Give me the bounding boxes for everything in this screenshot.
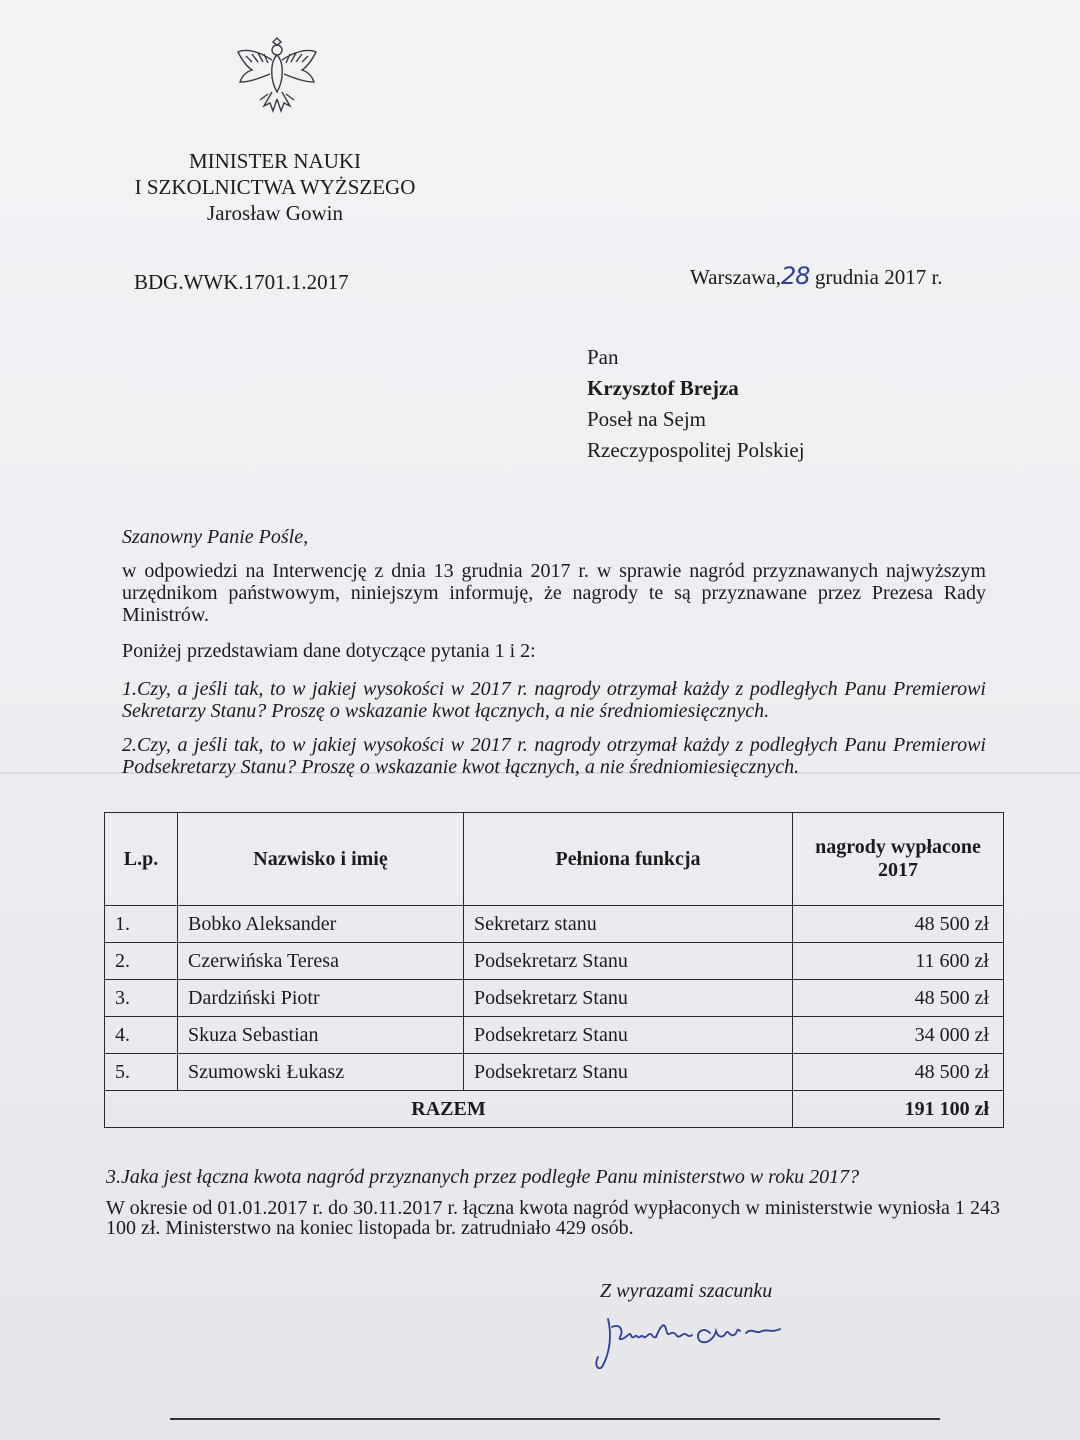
polish-eagle-emblem-icon [232, 30, 322, 120]
addressee-block [587, 342, 805, 466]
body-paragraph-2: Poniżej przedstawiam dane dotyczące pytania 1 i 2: [122, 640, 536, 662]
closing-phrase: Z wyrazami szacunku [600, 1280, 773, 1302]
letter-date [690, 262, 943, 290]
header-function: Pełniona funkcja [464, 813, 793, 906]
table-header-row [105, 813, 1004, 906]
cell-amount: 34 000 zł [793, 1017, 1004, 1054]
minister-heading [110, 148, 440, 226]
minister-line1: MINISTER NAUKI [188, 149, 362, 173]
cell-name: Szumowski Łukasz [178, 1054, 464, 1091]
cell-amount: 48 500 zł [793, 906, 1004, 943]
addressee-country: Rzeczypospolitej Polskiej [587, 438, 805, 462]
awards-table [104, 812, 1004, 1128]
cell-function: Podsekretarz Stanu [464, 1054, 793, 1091]
header-name: Nazwisko i imię [178, 813, 464, 906]
date-place: Warszawa, [690, 265, 782, 289]
table-row [105, 906, 1004, 943]
cell-name: Czerwińska Teresa [178, 943, 464, 980]
table-row [105, 1017, 1004, 1054]
cell-lp: 1. [105, 906, 178, 943]
date-day-handwritten: 28 [781, 262, 810, 290]
cell-function: Podsekretarz Stanu [464, 943, 793, 980]
cell-name: Bobko Aleksander [178, 906, 464, 943]
question-1: 1.Czy, a jeśli tak, to w jakiej wysokości w 2017 r. nagrody otrzymał każdy z podległych Panu Premierowi Sekretarzy Stanu? Proszę o wskazanie kwot łącznych, a nie średniomiesięcznych. [122, 678, 986, 722]
table-total-row [105, 1091, 1004, 1128]
cell-function: Sekretarz stanu [464, 906, 793, 943]
cell-lp: 4. [105, 1017, 178, 1054]
addressee-role: Poseł na Sejm [587, 407, 706, 431]
date-rest: grudnia 2017 r. [814, 265, 943, 289]
question-2: 2.Czy, a jeśli tak, to w jakiej wysokości w 2017 r. nagrody otrzymał każdy z podległych Panu Premierowi Podsekretarzy Stanu? Proszę o wskazanie kwot łącznych, a nie średniomiesięcznych. [122, 734, 986, 778]
salutation: Szanowny Panie Pośle, [122, 526, 309, 548]
minister-line2: I SZKOLNICTWA WYŻSZEGO [134, 175, 416, 199]
cell-lp: 3. [105, 980, 178, 1017]
body-paragraph-1: w odpowiedzi na Interwencję z dnia 13 grudnia 2017 r. w sprawie nagród przyznawanych najwyższym urzędnikom państwowym, niniejszym informuję, że nagrody te są przyznawane przez Prezesa Rady Ministrów. [122, 560, 986, 626]
reference-number: BDG.WWK.1701.1.2017 [134, 270, 349, 294]
cell-lp: 2. [105, 943, 178, 980]
minister-name: Jarosław Gowin [207, 201, 343, 225]
question-3: 3.Jaka jest łączna kwota nagród przyznanych przez podległe Panu ministerstwo w roku 2017? [106, 1166, 860, 1188]
cell-function: Podsekretarz Stanu [464, 1017, 793, 1054]
table-row [105, 943, 1004, 980]
table-row [105, 1054, 1004, 1091]
total-label: RAZEM [105, 1091, 793, 1128]
cell-function: Podsekretarz Stanu [464, 980, 793, 1017]
cell-amount: 48 500 zł [793, 1054, 1004, 1091]
handwritten-signature-icon [590, 1305, 800, 1375]
answer-paragraph: W okresie od 01.01.2017 r. do 30.11.2017 r. łączna kwota nagród wypłaconych w ministerstwie wyniosła 1 243 100 zł. Ministerstwo na koniec listopada br. zatrudniało 429 osób. [106, 1197, 1000, 1239]
total-amount: 191 100 zł [793, 1091, 1004, 1128]
header-lp: L.p. [105, 813, 178, 906]
cell-lp: 5. [105, 1054, 178, 1091]
cell-name: Skuza Sebastian [178, 1017, 464, 1054]
header-amount: nagrody wypłacone 2017 [793, 813, 1004, 906]
footer-line [170, 1418, 940, 1420]
addressee-name: Krzysztof Brejza [587, 376, 739, 400]
cell-amount: 11 600 zł [793, 943, 1004, 980]
cell-amount: 48 500 zł [793, 980, 1004, 1017]
table-row [105, 980, 1004, 1017]
addressee-title: Pan [587, 345, 619, 369]
cell-name: Dardziński Piotr [178, 980, 464, 1017]
